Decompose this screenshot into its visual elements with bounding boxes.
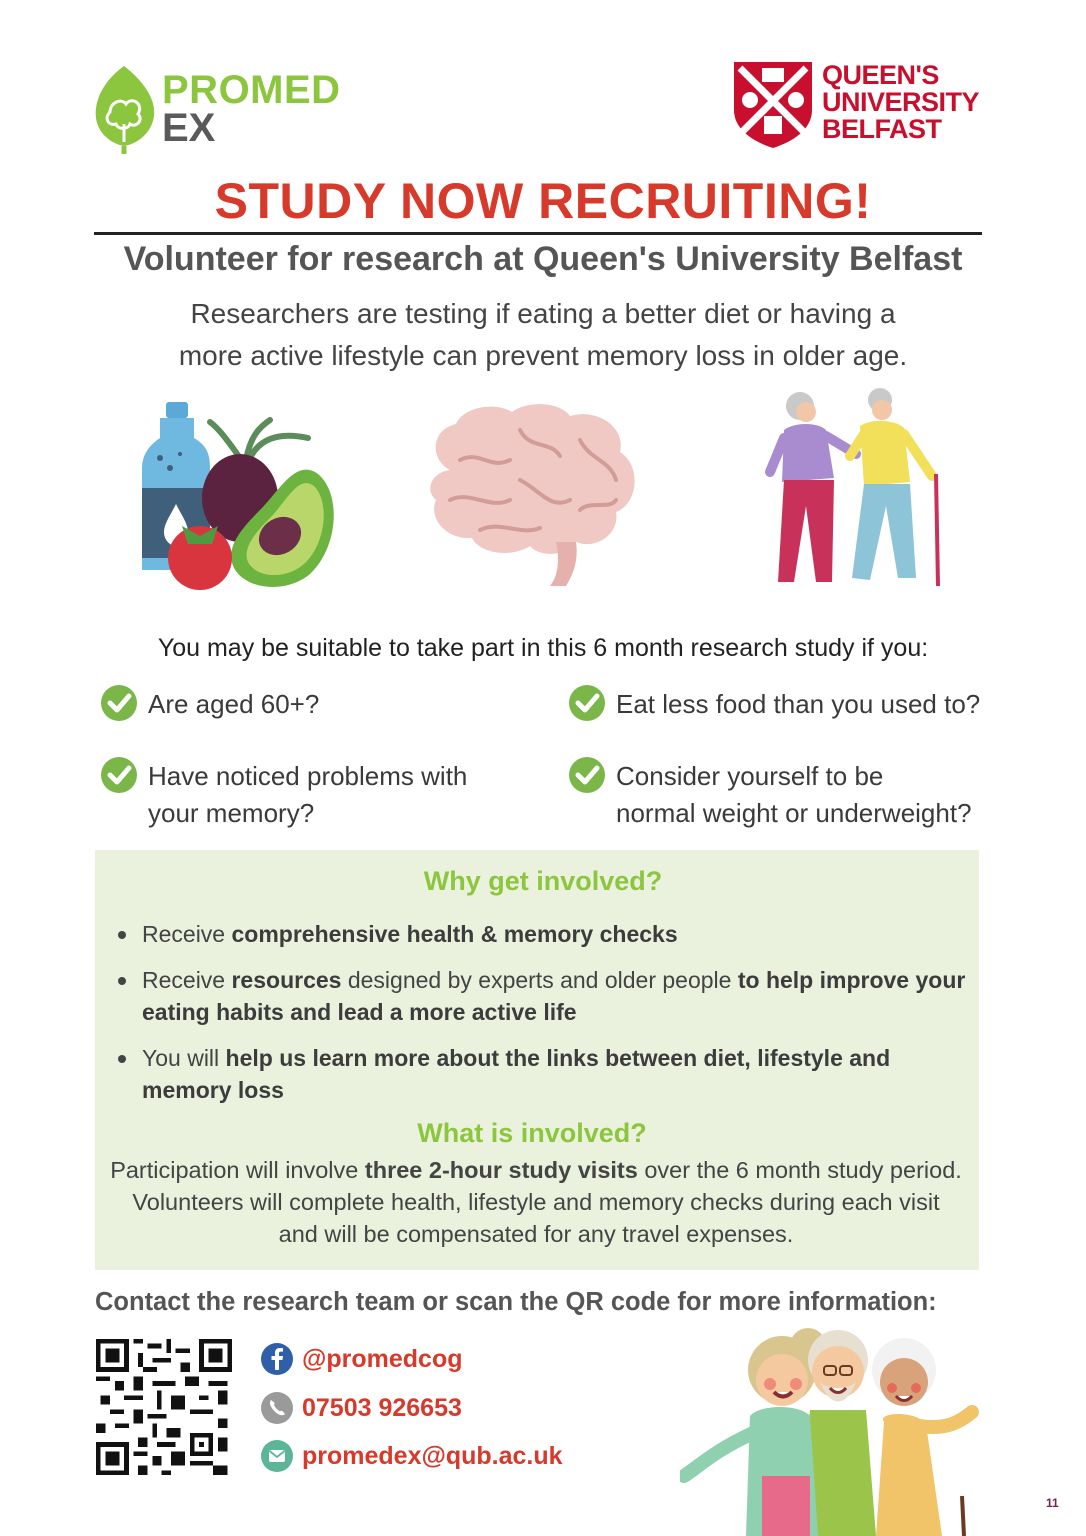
phone-icon — [260, 1391, 294, 1425]
benefits-list — [112, 918, 972, 1120]
phone-number[interactable]: 07503 926653 — [302, 1393, 462, 1422]
criterion-text: Have noticed problems with your memory? — [148, 761, 468, 828]
email-address[interactable]: promedex@qub.ac.uk — [302, 1441, 563, 1470]
criterion-memory — [100, 758, 467, 832]
email-contact[interactable] — [260, 1439, 563, 1473]
older-couple-walking-illustration — [760, 386, 950, 591]
qub-logo-line3: BELFAST — [822, 114, 942, 144]
list-item: You will help us learn more about the links between diet, lifestyle and memory loss — [112, 1042, 972, 1106]
promed-ex-logo — [92, 62, 342, 154]
intro-line-1: Researchers are testing if eating a better diet or having a — [190, 298, 896, 329]
qr-code[interactable] — [96, 1339, 232, 1475]
facebook-contact[interactable] — [260, 1342, 463, 1376]
contact-heading: Contact the research team or scan the QR code for more information: — [95, 1288, 937, 1316]
what-is-involved-text: Participation will involve three 2-hour study visits over the 6 month study period. Volunteers will complete health, lifestyle and memory checks during each visit and will be compensated for any travel expenses. — [110, 1157, 962, 1247]
list-item: Receive comprehensive health & memory checks — [112, 918, 972, 950]
headline: STUDY NOW RECRUITING! — [214, 173, 872, 229]
healthy-food-illustration — [130, 398, 345, 593]
promed-logo-line2: EX — [162, 106, 216, 150]
facebook-icon — [260, 1342, 294, 1376]
intro-line-2: more active lifestyle can prevent memory loss in older age. — [178, 340, 908, 371]
headline-divider — [94, 232, 982, 235]
qub-logo-line1: QUEEN'S — [822, 60, 939, 90]
promed-logo-line1: PROMED — [162, 68, 341, 112]
queens-university-belfast-logo — [732, 60, 992, 152]
list-item: Receive resources designed by experts and older people to help improve your eating habits and lead a more active life — [112, 964, 972, 1028]
check-circle-icon — [100, 756, 138, 794]
suitability-intro: You may be suitable to take part in this 6 month research study if you: — [157, 634, 929, 662]
what-is-involved-heading: What is involved? — [417, 1118, 647, 1148]
criterion-text: Eat less food than you used to? — [616, 689, 981, 719]
subheading: Volunteer for research at Queen's University Belfast — [123, 240, 963, 278]
happy-older-people-illustration — [680, 1326, 980, 1536]
criterion-weight — [568, 758, 972, 832]
criterion-text: Are aged 60+? — [148, 689, 320, 719]
check-circle-icon — [568, 756, 606, 794]
criterion-appetite — [568, 686, 980, 723]
page-number: 11 — [1046, 1496, 1059, 1510]
why-get-involved-heading: Why get involved? — [423, 866, 663, 896]
phone-contact[interactable] — [260, 1391, 462, 1425]
facebook-handle[interactable]: @promedcog — [302, 1344, 463, 1373]
intro-text — [130, 293, 956, 377]
criterion-text: Consider yourself to be normal weight or underweight? — [616, 761, 972, 828]
criterion-age — [100, 686, 319, 723]
qub-logo-line2: UNIVERSITY — [822, 87, 980, 117]
check-circle-icon — [568, 684, 606, 722]
qub-crest-icon — [732, 60, 814, 148]
brain-illustration — [420, 400, 645, 590]
leaf-brain-icon — [92, 62, 162, 154]
email-icon — [260, 1439, 294, 1473]
check-circle-icon — [100, 684, 138, 722]
